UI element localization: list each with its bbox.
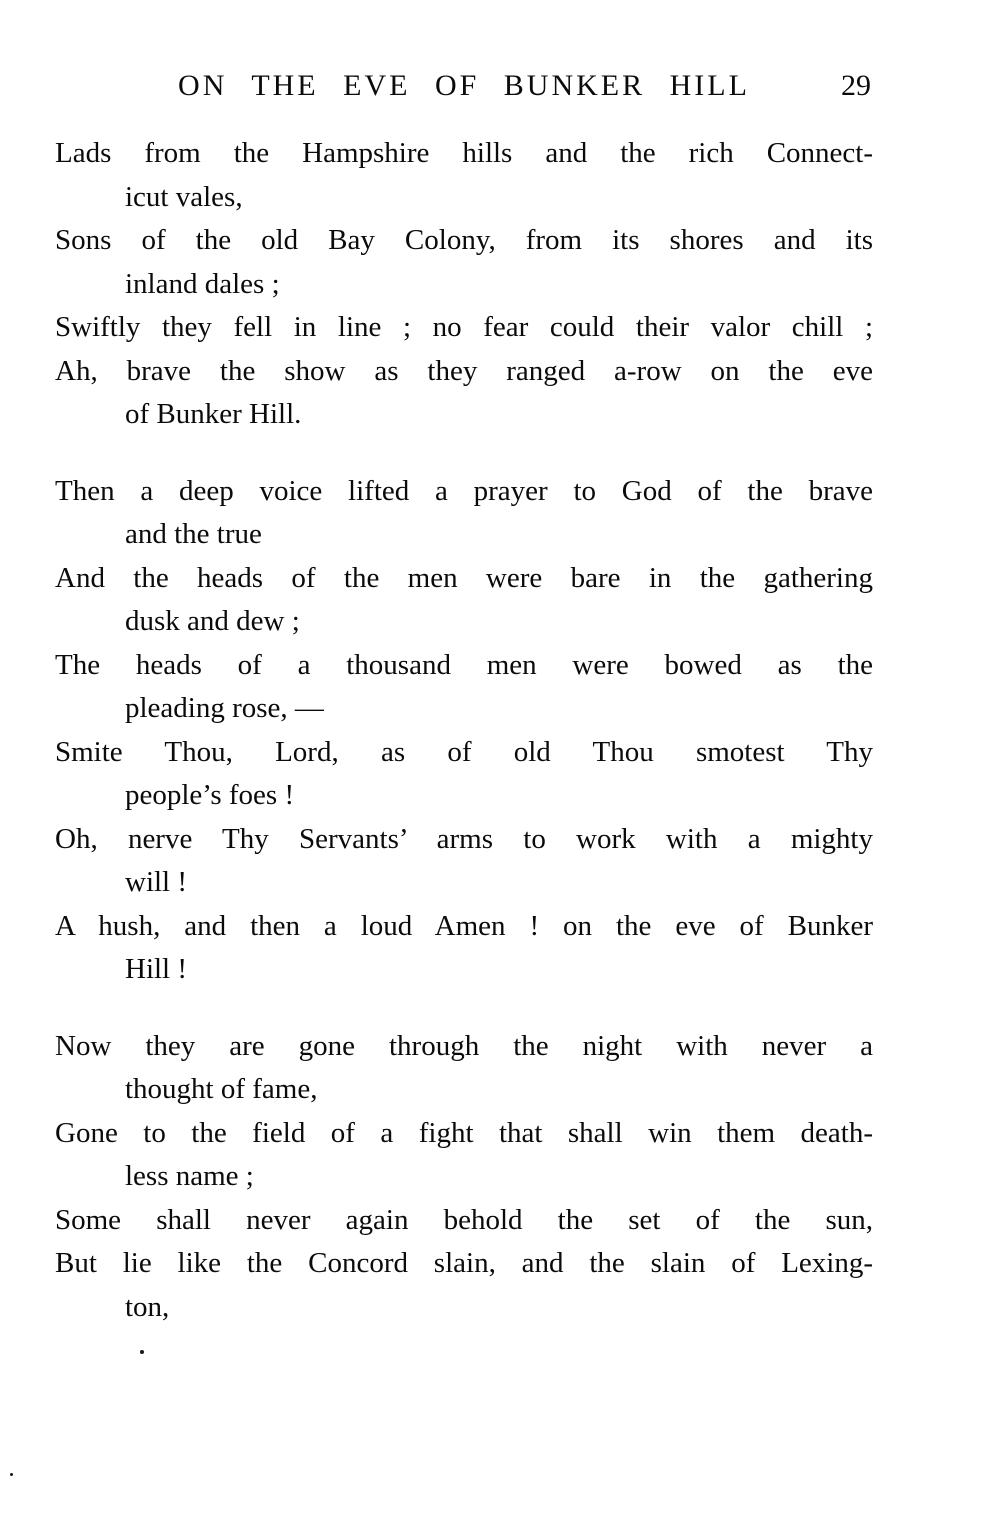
running-header bbox=[55, 68, 873, 108]
poem-line: ton, bbox=[125, 1290, 170, 1323]
poem-line: Ah, brave the show as they ranged a-row on the eve bbox=[55, 354, 873, 387]
poem-line: people’s foes ! bbox=[125, 779, 295, 811]
poem-line: Now they are gone through the night with never a bbox=[55, 1029, 873, 1062]
poem-line: pleading rose, — bbox=[125, 692, 324, 724]
poem-line: Oh, nerve Thy Servants’ arms to work with a mighty bbox=[55, 822, 873, 855]
poem-line: inland dales ; bbox=[125, 267, 280, 300]
poem-line: A hush, and then a loud Amen ! on the eve of Bunker bbox=[55, 909, 873, 942]
scan-speck bbox=[140, 1350, 144, 1354]
poem-line: Gone to the field of a fight that shall win them death- bbox=[55, 1116, 873, 1149]
page-title: ON THE EVE OF BUNKER HILL bbox=[178, 69, 750, 102]
poem-line: Sons of the old Bay Colony, from its shores and its bbox=[55, 224, 873, 256]
poem-line: The heads of a thousand men were bowed as the bbox=[55, 648, 873, 681]
poem-line: less name ; bbox=[125, 1160, 254, 1192]
poem-line: But lie like the Concord slain, and the slain of Lexing- bbox=[55, 1247, 873, 1279]
stanza bbox=[55, 470, 873, 992]
poem-line: will ! bbox=[125, 866, 188, 898]
poem-line: of Bunker Hill. bbox=[125, 398, 302, 430]
stanza bbox=[55, 1025, 873, 1330]
stanza bbox=[55, 132, 873, 437]
poem-line: Lads from the Hampshire hills and the rich Connect- bbox=[55, 137, 873, 169]
poem-line: Then a deep voice lifted a prayer to God of the brave bbox=[55, 474, 873, 507]
poem-line: Smite Thou, Lord, as of old Thou smotest Thy bbox=[55, 735, 873, 768]
poem-line: Hill ! bbox=[125, 953, 188, 985]
poem-line: Some shall never again behold the set of the sun, bbox=[55, 1203, 873, 1236]
poem-line: dusk and dew ; bbox=[125, 605, 300, 637]
scan-speck bbox=[10, 1473, 13, 1476]
page-number: 29 bbox=[841, 69, 871, 102]
poem-body bbox=[55, 132, 873, 1329]
poem-line: icut vales, bbox=[125, 180, 243, 213]
poem-line: And the heads of the men were bare in the gathering bbox=[55, 561, 873, 594]
poem-line: Swiftly they fell in line ; no fear could their valor chill ; bbox=[55, 311, 873, 343]
poem-line: and the true bbox=[125, 518, 262, 550]
poem-line: thought of fame, bbox=[125, 1073, 318, 1105]
